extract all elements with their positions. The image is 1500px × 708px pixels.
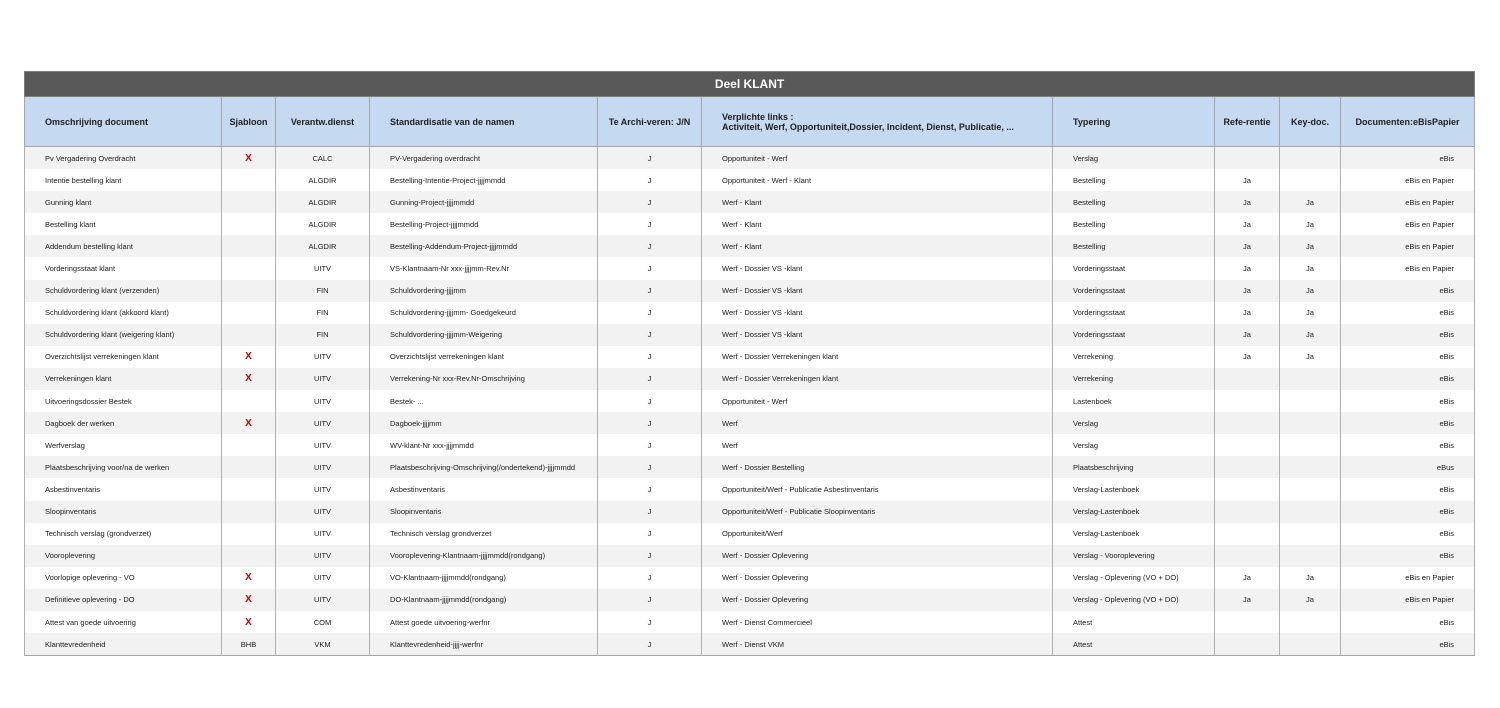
cell-referentie: Ja [1215,169,1280,191]
cell-referentie [1215,434,1280,456]
cell-documenten: eBis en Papier [1341,191,1475,213]
cell-standaardisatie: Bestelling-Addendum-Project-jjjjmmdd [370,235,598,257]
table-row [25,235,1475,257]
cell-omschrijving: Overzichtslijst verrekeningen klant [25,346,222,368]
cell-standaardisatie: Dagboek-jjjjmm [370,412,598,434]
cell-keydoc [1280,501,1341,523]
cell-dienst: UITV [276,545,370,567]
cell-omschrijving: Plaatsbeschrijving voor/na de werken [25,456,222,478]
table-row [25,191,1475,213]
cell-keydoc [1280,368,1341,390]
cell-links: Werf - Dossier Verrekeningen klant [702,368,1053,390]
cell-typering: Verslag [1053,412,1215,434]
cell-referentie [1215,368,1280,390]
template-mark: X [245,152,252,164]
cell-links: Werf - Dossier VS -klant [702,257,1053,279]
table-title: Deel KLANT [25,72,1475,97]
cell-keydoc [1280,169,1341,191]
table-row [25,478,1475,500]
cell-archiveren: J [598,368,702,390]
cell-referentie: Ja [1215,567,1280,589]
cell-dienst: FIN [276,302,370,324]
table-row [25,567,1475,589]
cell-keydoc [1280,147,1341,170]
table-row [25,523,1475,545]
cell-dienst: FIN [276,280,370,302]
cell-archiveren: J [598,346,702,368]
cell-documenten: eBis [1341,390,1475,412]
cell-omschrijving: Sloopinventaris [25,501,222,523]
cell-standaardisatie: Schuldvordering-jjjjmm-Weigering [370,324,598,346]
cell-dienst: UITV [276,346,370,368]
cell-omschrijving: Uitvoeringsdossier Bestek [25,390,222,412]
table-row [25,589,1475,611]
table-row [25,257,1475,279]
cell-sjabloon [222,191,276,213]
header-standaardisatie: Standardisatie van de namen [370,97,598,147]
cell-referentie [1215,611,1280,633]
cell-omschrijving: Verrekeningen klant [25,368,222,390]
template-mark: X [245,594,252,606]
cell-sjabloon [222,456,276,478]
cell-documenten: eBis [1341,501,1475,523]
cell-documenten: eBis en Papier [1341,169,1475,191]
cell-links: Werf - Dossier VS -klant [702,280,1053,302]
cell-documenten: eBis [1341,346,1475,368]
cell-documenten: eBis [1341,633,1475,656]
cell-dienst: UITV [276,434,370,456]
cell-links: Opportuniteit/Werf - Publicatie Asbestinventaris [702,478,1053,500]
cell-keydoc [1280,478,1341,500]
table-row [25,633,1475,656]
cell-keydoc: Ja [1280,257,1341,279]
template-mark: X [245,373,252,385]
cell-referentie: Ja [1215,346,1280,368]
cell-documenten: eBis [1341,368,1475,390]
cell-archiveren: J [598,169,702,191]
cell-archiveren: J [598,633,702,656]
cell-archiveren: J [598,501,702,523]
cell-documenten: eBis [1341,523,1475,545]
cell-standaardisatie: Sloopinventaris [370,501,598,523]
cell-referentie: Ja [1215,589,1280,611]
template-mark: X [245,572,252,584]
header-keydoc: Key-doc. [1280,97,1341,147]
cell-documenten: eBis en Papier [1341,257,1475,279]
cell-documenten: eBis [1341,147,1475,170]
cell-omschrijving: Schuldvordering klant (akkoord klant) [25,302,222,324]
table-body [25,147,1475,656]
cell-omschrijving: Pv Vergadering Overdracht [25,147,222,170]
cell-documenten: eBis [1341,412,1475,434]
table-row [25,611,1475,633]
cell-omschrijving: Attest van goede uitvoering [25,611,222,633]
cell-omschrijving: Voorlopige oplevering - VO [25,567,222,589]
cell-archiveren: J [598,213,702,235]
cell-sjabloon [222,589,276,611]
cell-keydoc: Ja [1280,567,1341,589]
cell-archiveren: J [598,456,702,478]
cell-links: Werf - Klant [702,235,1053,257]
table-row [25,169,1475,191]
cell-sjabloon [222,235,276,257]
cell-standaardisatie: VO-Klantnaam-jjjjmmdd(rondgang) [370,567,598,589]
cell-archiveren: J [598,434,702,456]
cell-omschrijving: Schuldvordering klant (weigering klant) [25,324,222,346]
cell-standaardisatie: Overzichtslijst verrekeningen klant [370,346,598,368]
cell-omschrijving: Bestelling klant [25,213,222,235]
cell-referentie: Ja [1215,302,1280,324]
cell-dienst: UITV [276,523,370,545]
cell-dienst: FIN [276,324,370,346]
cell-archiveren: J [598,478,702,500]
cell-archiveren: J [598,147,702,170]
cell-standaardisatie: Gunning-Project-jjjjmmdd [370,191,598,213]
table-row [25,412,1475,434]
cell-keydoc [1280,412,1341,434]
cell-archiveren: J [598,589,702,611]
cell-typering: Plaatsbeschrijving [1053,456,1215,478]
cell-typering: Bestelling [1053,235,1215,257]
cell-typering: Attest [1053,633,1215,656]
cell-typering: Verslag [1053,147,1215,170]
cell-referentie [1215,412,1280,434]
cell-omschrijving: Definitieve oplevering - DO [25,589,222,611]
cell-sjabloon [222,545,276,567]
cell-sjabloon [222,501,276,523]
cell-sjabloon [222,412,276,434]
cell-archiveren: J [598,390,702,412]
template-mark: X [245,417,252,429]
cell-dienst: CALC [276,147,370,170]
header-dienst: Verantw.dienst [276,97,370,147]
cell-dienst: ALGDIR [276,191,370,213]
cell-links: Opportuniteit - Werf - Klant [702,169,1053,191]
cell-archiveren: J [598,567,702,589]
cell-omschrijving: Klanttevredenheid [25,633,222,656]
cell-typering: Verslag [1053,434,1215,456]
cell-typering: Vorderingsstaat [1053,280,1215,302]
cell-sjabloon [222,147,276,170]
cell-standaardisatie: Bestelling-Intentie-Project-jjjjmmdd [370,169,598,191]
cell-omschrijving: Dagboek der werken [25,412,222,434]
cell-standaardisatie: Schuldvordering-jjjjmm [370,280,598,302]
cell-omschrijving: Gunning klant [25,191,222,213]
table-row [25,213,1475,235]
table-row [25,302,1475,324]
cell-links: Opportuniteit - Werf [702,147,1053,170]
cell-archiveren: J [598,235,702,257]
cell-typering: Verslag-Lastenboek [1053,478,1215,500]
cell-typering: Verslag-Lastenboek [1053,501,1215,523]
cell-standaardisatie: Asbestinventaris [370,478,598,500]
cell-links: Opportuniteit/Werf [702,523,1053,545]
cell-documenten: eBis [1341,545,1475,567]
cell-links: Opportuniteit - Werf [702,390,1053,412]
cell-sjabloon [222,257,276,279]
cell-omschrijving: Vorderingsstaat klant [25,257,222,279]
table-row [25,147,1475,170]
header-archiveren: Te Archi-veren: J/N [598,97,702,147]
template-mark: X [245,351,252,363]
table-row [25,368,1475,390]
cell-keydoc: Ja [1280,589,1341,611]
cell-omschrijving: Asbestinventaris [25,478,222,500]
cell-omschrijving: Intentie bestelling klant [25,169,222,191]
cell-standaardisatie: Klanttevredenheid-jjjj-werfnr [370,633,598,656]
cell-standaardisatie: WV-klant-Nr xxx-jjjjmmdd [370,434,598,456]
cell-omschrijving: Technisch verslag (grondverzet) [25,523,222,545]
cell-standaardisatie: PV-Vergadering overdracht [370,147,598,170]
cell-links: Werf - Dossier Oplevering [702,567,1053,589]
cell-typering: Bestelling [1053,169,1215,191]
cell-standaardisatie: Technisch verslag grondverzet [370,523,598,545]
cell-documenten: eBis [1341,611,1475,633]
cell-keydoc [1280,523,1341,545]
cell-sjabloon [222,390,276,412]
cell-standaardisatie: Schuldvordering-jjjjmm- Goedgekeurd [370,302,598,324]
cell-referentie [1215,147,1280,170]
cell-sjabloon [222,523,276,545]
cell-dienst: ALGDIR [276,169,370,191]
table-row [25,280,1475,302]
cell-referentie [1215,545,1280,567]
cell-referentie [1215,478,1280,500]
cell-documenten: eBis [1341,478,1475,500]
cell-sjabloon [222,213,276,235]
cell-standaardisatie: Vooroplevering-Klantnaam-jjjjmmdd(rondgang) [370,545,598,567]
cell-archiveren: J [598,257,702,279]
cell-referentie: Ja [1215,257,1280,279]
cell-sjabloon [222,368,276,390]
cell-standaardisatie: VS-Klantnaam-Nr xxx-jjjjmm-Rev.Nr [370,257,598,279]
header-row [25,97,1475,147]
cell-typering: Bestelling [1053,191,1215,213]
cell-links: Werf - Dossier Bestelling [702,456,1053,478]
header-documenten: Documenten:eBisPapier [1341,97,1475,147]
cell-typering: Attest [1053,611,1215,633]
cell-omschrijving: Vooroplevering [25,545,222,567]
cell-dienst: UITV [276,567,370,589]
cell-archiveren: J [598,280,702,302]
cell-keydoc [1280,390,1341,412]
cell-typering: Verrekening [1053,346,1215,368]
cell-links: Werf - Dossier VS -klant [702,324,1053,346]
table-row [25,456,1475,478]
cell-typering: Vorderingsstaat [1053,324,1215,346]
cell-referentie: Ja [1215,280,1280,302]
cell-dienst: UITV [276,257,370,279]
cell-typering: Verrekening [1053,368,1215,390]
cell-dienst: COM [276,611,370,633]
cell-archiveren: J [598,412,702,434]
cell-documenten: eBis [1341,302,1475,324]
table-row [25,346,1475,368]
cell-referentie [1215,633,1280,656]
cell-documenten: eBis [1341,324,1475,346]
cell-links: Werf - Dossier Oplevering [702,545,1053,567]
header-sjabloon: Sjabloon [222,97,276,147]
cell-keydoc [1280,633,1341,656]
cell-links: Werf - Klant [702,213,1053,235]
cell-standaardisatie: DO-Klantnaam-jjjjmmdd(rondgang) [370,589,598,611]
cell-archiveren: J [598,302,702,324]
table-row [25,501,1475,523]
cell-dienst: ALGDIR [276,213,370,235]
cell-documenten: eBis en Papier [1341,213,1475,235]
cell-sjabloon [222,169,276,191]
cell-keydoc [1280,456,1341,478]
cell-dienst: UITV [276,501,370,523]
header-links-sub: Activiteit, Werf, Opportuniteit,Dossier, Incident, Dienst, Publicatie, ... [722,121,1014,132]
cell-omschrijving: Werfverslag [25,434,222,456]
cell-sjabloon [222,302,276,324]
cell-archiveren: J [598,545,702,567]
cell-typering: Verslag-Lastenboek [1053,523,1215,545]
cell-links: Opportuniteit/Werf - Publicatie Sloopinventaris [702,501,1053,523]
cell-typering: Verslag - Vooroplevering [1053,545,1215,567]
cell-referentie: Ja [1215,235,1280,257]
cell-keydoc: Ja [1280,235,1341,257]
cell-standaardisatie: Bestek- ... [370,390,598,412]
cell-documenten: eBis en Papier [1341,589,1475,611]
cell-keydoc: Ja [1280,324,1341,346]
cell-standaardisatie: Attest goede uitvoering-werfnr [370,611,598,633]
cell-typering: Verslag - Oplevering (VO + DO) [1053,589,1215,611]
cell-links: Werf - Dossier Oplevering [702,589,1053,611]
cell-typering: Vorderingsstaat [1053,257,1215,279]
header-omschrijving: Omschrijving document [25,97,222,147]
header-links [702,97,1053,147]
header-typering: Typering [1053,97,1215,147]
cell-dienst: ALGDIR [276,235,370,257]
cell-keydoc: Ja [1280,213,1341,235]
table-row [25,545,1475,567]
cell-archiveren: J [598,523,702,545]
cell-standaardisatie: Plaatsbeschrijving-Omschrijving(/ondertekend)-jjjjmmdd [370,456,598,478]
cell-typering: Verslag - Oplevering (VO + DO) [1053,567,1215,589]
cell-links: Werf - Dienst Commercieel [702,611,1053,633]
cell-keydoc [1280,545,1341,567]
cell-dienst: UITV [276,589,370,611]
cell-sjabloon: BHB [222,633,276,656]
cell-documenten: eBis en Papier [1341,567,1475,589]
cell-referentie [1215,523,1280,545]
header-links-title: Verplichte links : [722,111,794,122]
cell-sjabloon [222,478,276,500]
cell-sjabloon [222,567,276,589]
cell-keydoc: Ja [1280,191,1341,213]
cell-keydoc: Ja [1280,302,1341,324]
table-row [25,434,1475,456]
cell-links: Werf - Klant [702,191,1053,213]
cell-sjabloon [222,611,276,633]
cell-links: Werf - Dossier VS -klant [702,302,1053,324]
cell-sjabloon [222,280,276,302]
cell-referentie: Ja [1215,213,1280,235]
table-row [25,324,1475,346]
cell-archiveren: J [598,324,702,346]
cell-documenten: eBis en Papier [1341,235,1475,257]
table-title-row [25,72,1475,97]
cell-dienst: UITV [276,478,370,500]
cell-dienst: UITV [276,456,370,478]
table-row [25,390,1475,412]
cell-dienst: VKM [276,633,370,656]
cell-keydoc: Ja [1280,280,1341,302]
cell-typering: Lastenboek [1053,390,1215,412]
cell-keydoc: Ja [1280,346,1341,368]
cell-sjabloon [222,324,276,346]
cell-typering: Vorderingsstaat [1053,302,1215,324]
cell-omschrijving: Schuldvordering klant (verzenden) [25,280,222,302]
cell-dienst: UITV [276,368,370,390]
cell-dienst: UITV [276,390,370,412]
cell-referentie [1215,456,1280,478]
cell-links: Werf - Dossier Verrekeningen klant [702,346,1053,368]
template-mark: X [245,616,252,628]
cell-keydoc [1280,434,1341,456]
cell-archiveren: J [598,191,702,213]
cell-archiveren: J [598,611,702,633]
cell-referentie: Ja [1215,324,1280,346]
cell-omschrijving: Addendum bestelling klant [25,235,222,257]
klant-document-table [24,71,1474,656]
cell-links: Werf - Dienst VKM [702,633,1053,656]
cell-documenten: eBis [1341,280,1475,302]
cell-typering: Bestelling [1053,213,1215,235]
cell-standaardisatie: Bestelling-Project-jjjjmmdd [370,213,598,235]
cell-links: Werf [702,412,1053,434]
cell-sjabloon [222,434,276,456]
cell-documenten: eBus [1341,456,1475,478]
cell-documenten: eBis [1341,434,1475,456]
document-grid [24,71,1475,656]
cell-dienst: UITV [276,412,370,434]
cell-referentie [1215,390,1280,412]
cell-referentie [1215,501,1280,523]
cell-links: Werf [702,434,1053,456]
header-referentie: Refe-rentie [1215,97,1280,147]
cell-referentie: Ja [1215,191,1280,213]
cell-keydoc [1280,611,1341,633]
cell-sjabloon [222,346,276,368]
cell-standaardisatie: Verrekening-Nr xxx-Rev.Nr-Omschrijving [370,368,598,390]
